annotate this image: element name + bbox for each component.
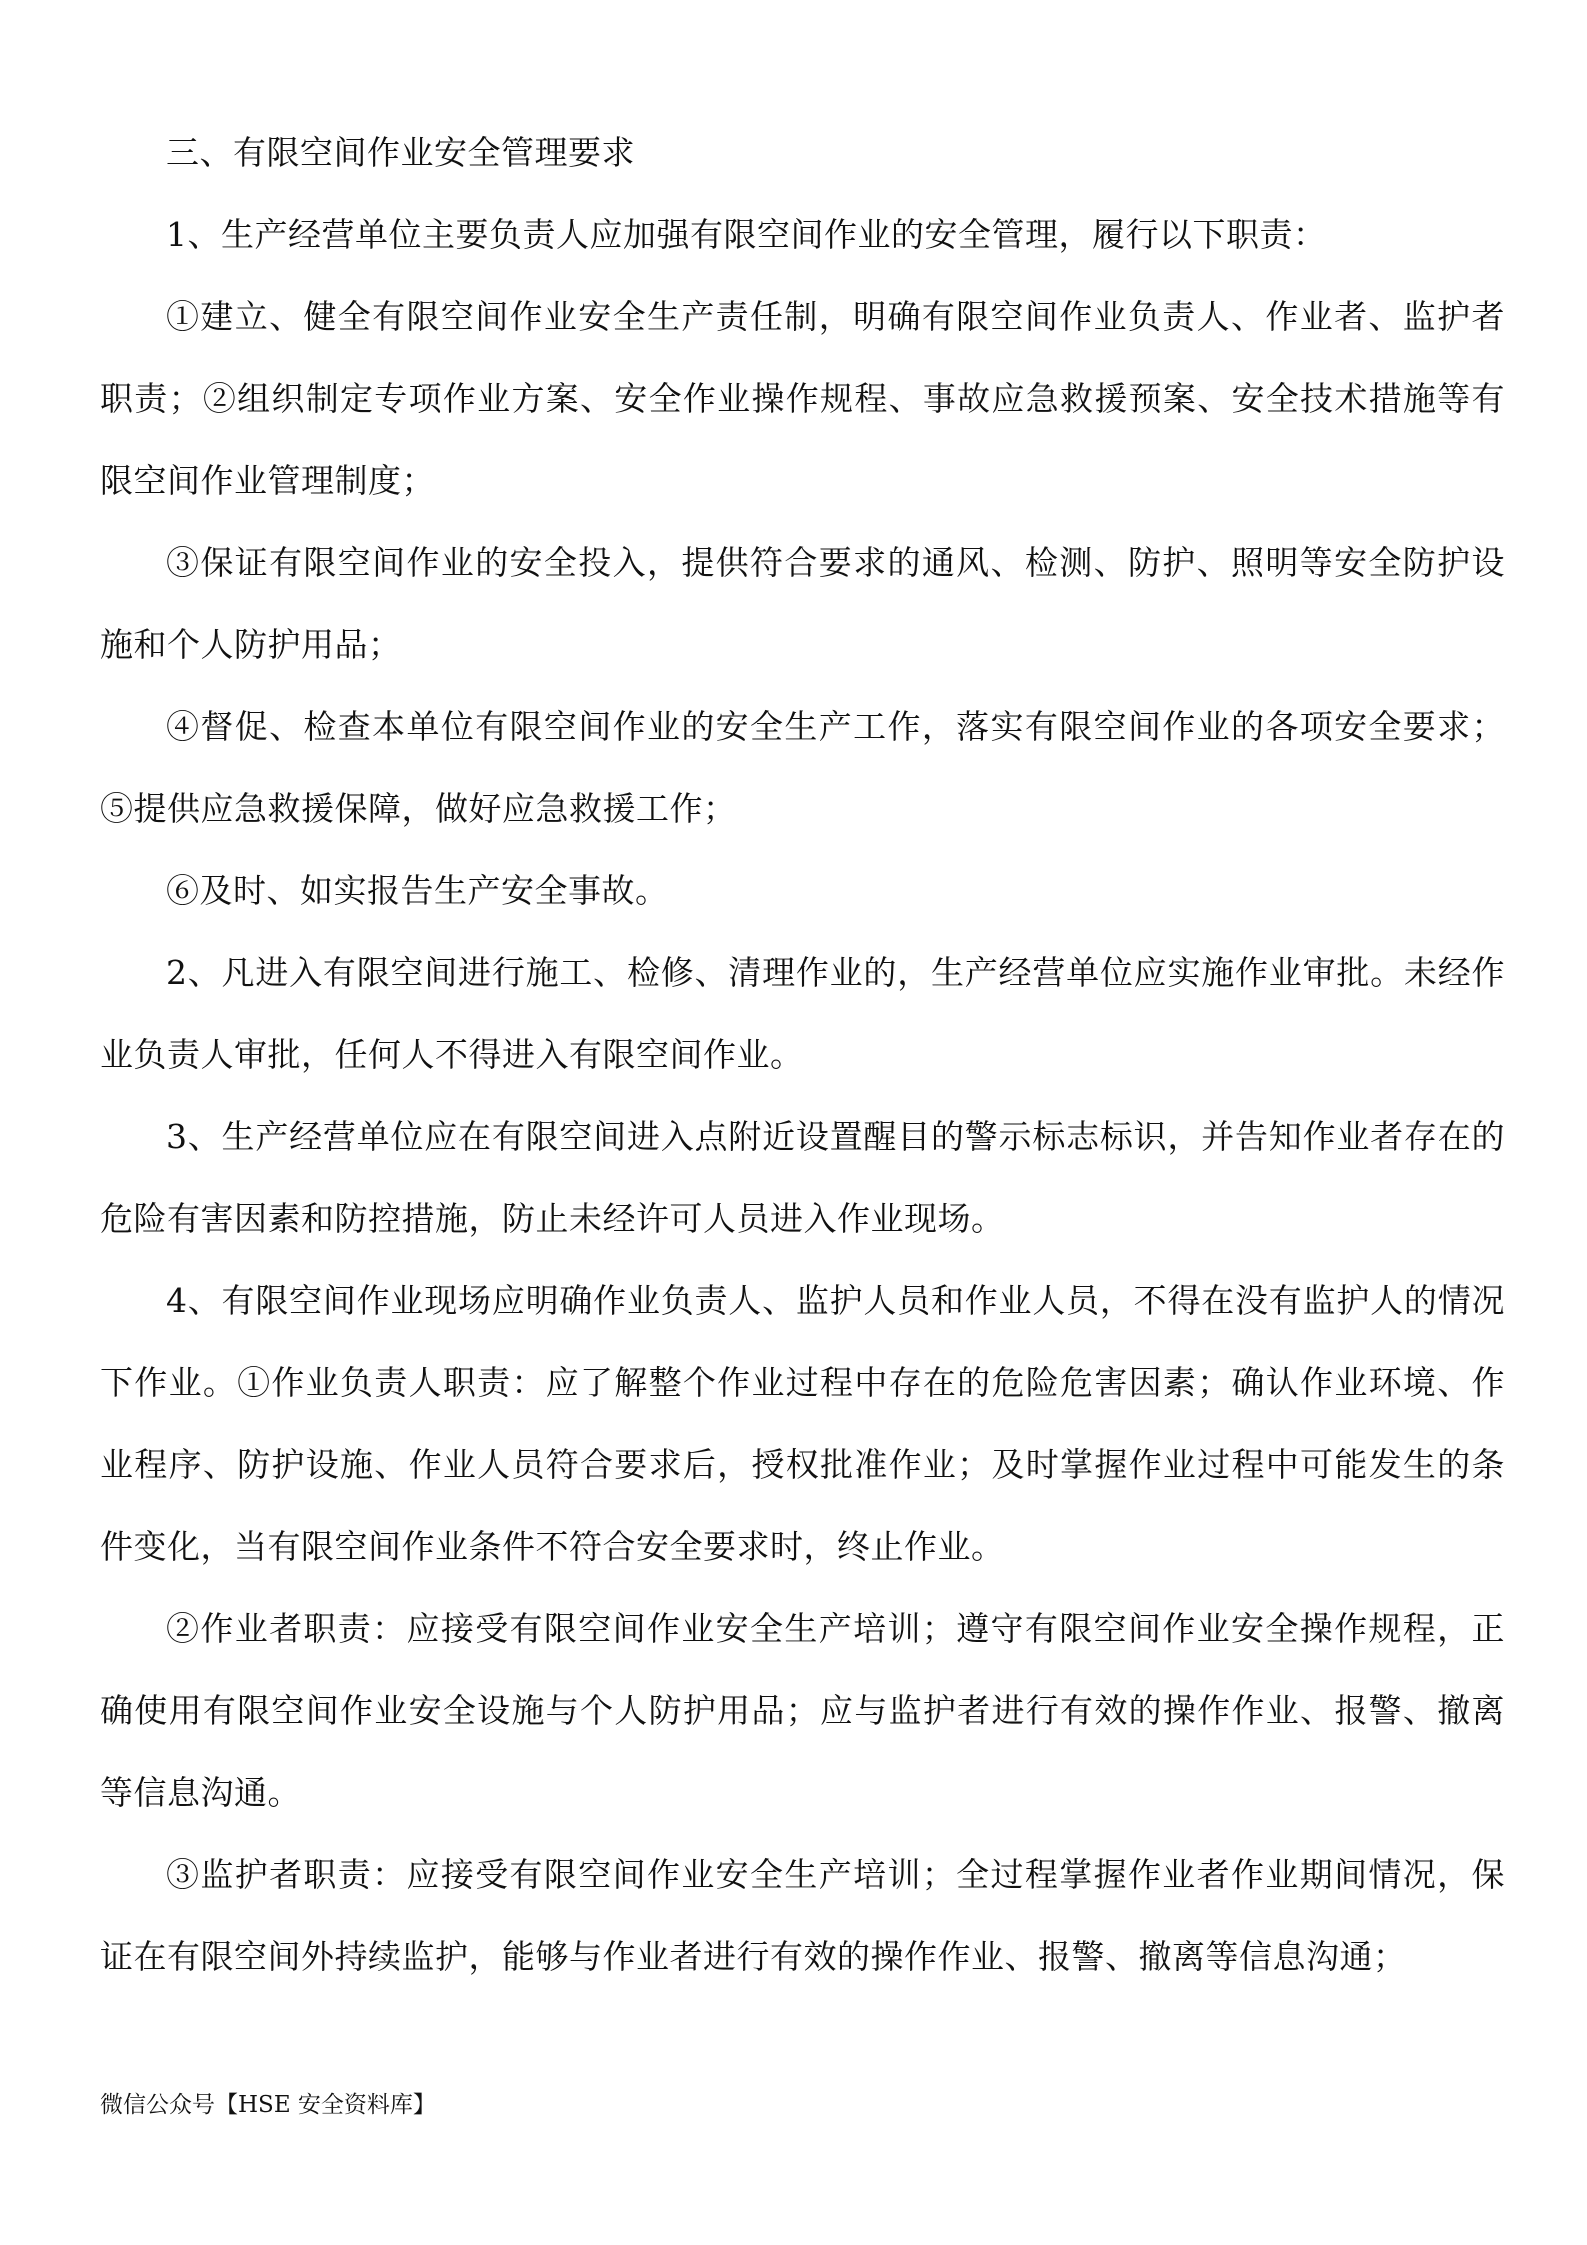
paragraph-8: 4、有限空间作业现场应明确作业负责人、监护人员和作业人员，不得在没有监护人的情况下作业。①作业负责人职责：应了解整个作业过程中存在的危险危害因素；确认作业环境、作业程序、防护设施、作业人员符合要求后，授权批准作业；及时掌握作业过程中可能发生的条件变化，当有限空间作业条件不符合安全要求时，终止作业。 (100, 1281, 1505, 1566)
paragraph-1: 1、生产经营单位主要负责人应加强有限空间作业的安全管理，履行以下职责： (166, 215, 1327, 254)
section-title: 三、有限空间作业安全管理要求 (166, 133, 635, 172)
paragraph-4: ④督促、检查本单位有限空间作业的安全生产工作，落实有限空间作业的各项安全要求；⑤提供应急救援保障，做好应急救援工作； (100, 707, 1505, 828)
page-footer: 微信公众号【HSE 安全资料库】 (100, 2092, 436, 2118)
paragraph-3: ③保证有限空间作业的安全投入，提供符合要求的通风、检测、防护、照明等安全防护设施和个人防护用品； (100, 543, 1505, 664)
paragraph-9: ②作业者职责：应接受有限空间作业安全生产培训；遵守有限空间作业安全操作规程，正确使用有限空间作业安全设施与个人防护用品；应与监护者进行有效的操作作业、报警、撤离等信息沟通。 (100, 1609, 1505, 1812)
paragraph-10: ③监护者职责：应接受有限空间作业安全生产培训；全过程掌握作业者作业期间情况，保证在有限空间外持续监护，能够与作业者进行有效的操作作业、报警、撤离等信息沟通； (100, 1855, 1505, 1976)
document-body (100, 112, 1505, 1998)
paragraph-2: ①建立、健全有限空间作业安全生产责任制，明确有限空间作业负责人、作业者、监护者职责；②组织制定专项作业方案、安全作业操作规程、事故应急救援预案、安全技术措施等有限空间作业管理制度； (100, 297, 1505, 500)
paragraph-7: 3、生产经营单位应在有限空间进入点附近设置醒目的警示标志标识，并告知作业者存在的危险有害因素和防控措施，防止未经许可人员进入作业现场。 (100, 1117, 1505, 1238)
paragraph-6: 2、凡进入有限空间进行施工、检修、清理作业的，生产经营单位应实施作业审批。未经作业负责人审批，任何人不得进入有限空间作业。 (100, 953, 1505, 1074)
paragraph-5: ⑥及时、如实报告生产安全事故。 (166, 871, 669, 910)
